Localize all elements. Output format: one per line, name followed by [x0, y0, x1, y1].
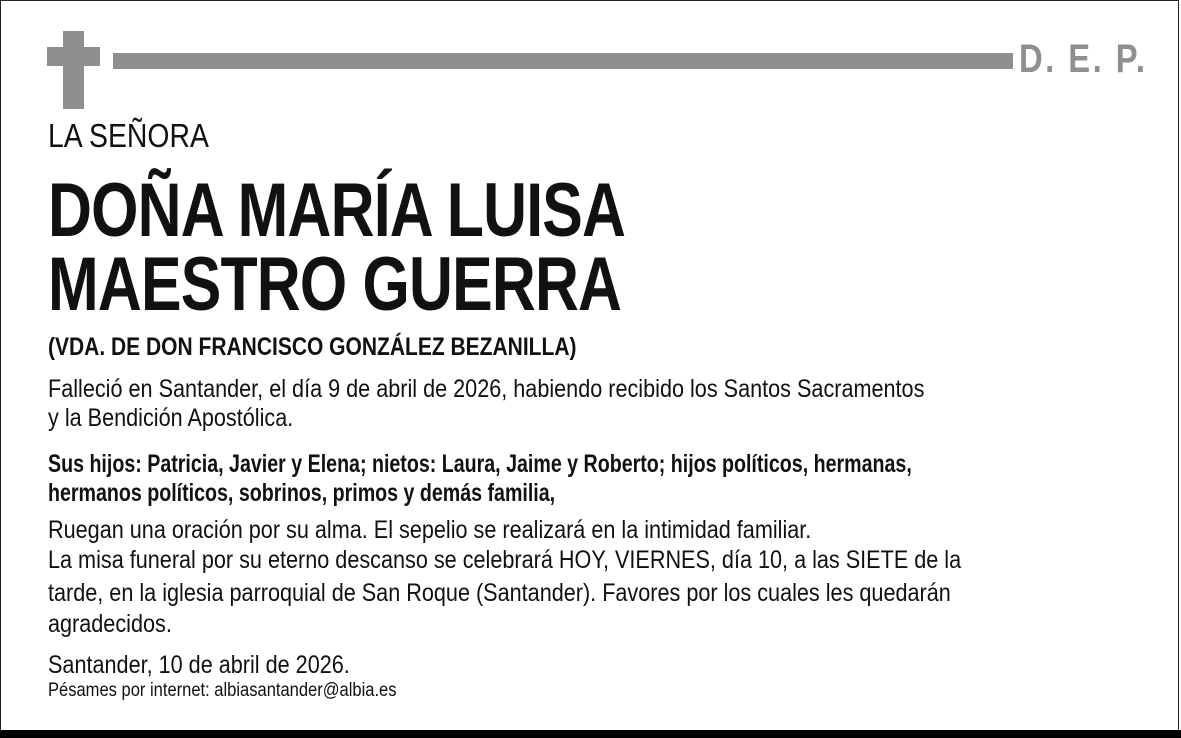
condolences-label: Pésames por internet: [48, 680, 210, 701]
death-text-line: y la Bendición Apostólica. [48, 404, 294, 432]
bottom-border [0, 730, 1181, 738]
deceased-name-line-1: DOÑA MARÍA LUISA [48, 168, 626, 253]
service-text-line: agradecidos. [48, 610, 172, 638]
dep-label: D. E. P. [1019, 37, 1148, 81]
service-text-line: tarde, en la iglesia parroquial de San Roque (Santander). Favores por los cuales les quedarán [48, 579, 951, 607]
widow-line: (VDA. DE DON FRANCISCO GONZÁLEZ BEZANILLA) [48, 333, 577, 361]
deceased-name-line-2: MAESTRO GUERRA [48, 242, 622, 327]
header-rule [113, 53, 1013, 69]
family-text-line: Sus hijos: Patricia, Javier y Elena; nietos: Laura, Jaime y Roberto; hijos políticos, hermanas, [48, 450, 912, 478]
place-date: Santander, 10 de abril de 2026. [48, 651, 350, 679]
cross-horizontal-bar [47, 47, 100, 66]
condolences-email: albiasantander@albia.es [214, 680, 397, 701]
condolences-line [48, 679, 397, 703]
cross-vertical-bar [63, 31, 84, 109]
service-text-line: Ruegan una oración por su alma. El sepelio se realizará en la intimidad familiar. [48, 516, 812, 544]
death-text-line: Falleció en Santander, el día 9 de abril de 2026, habiendo recibido los Santos Sacramentos [48, 375, 925, 403]
service-text-line: La misa funeral por su eterno descanso se celebrará HOY, VIERNES, día 10, a las SIETE de la [48, 546, 962, 574]
family-text-line: hermanos políticos, sobrinos, primos y demás familia, [48, 479, 556, 507]
title-label: LA SEÑORA [48, 117, 209, 154]
